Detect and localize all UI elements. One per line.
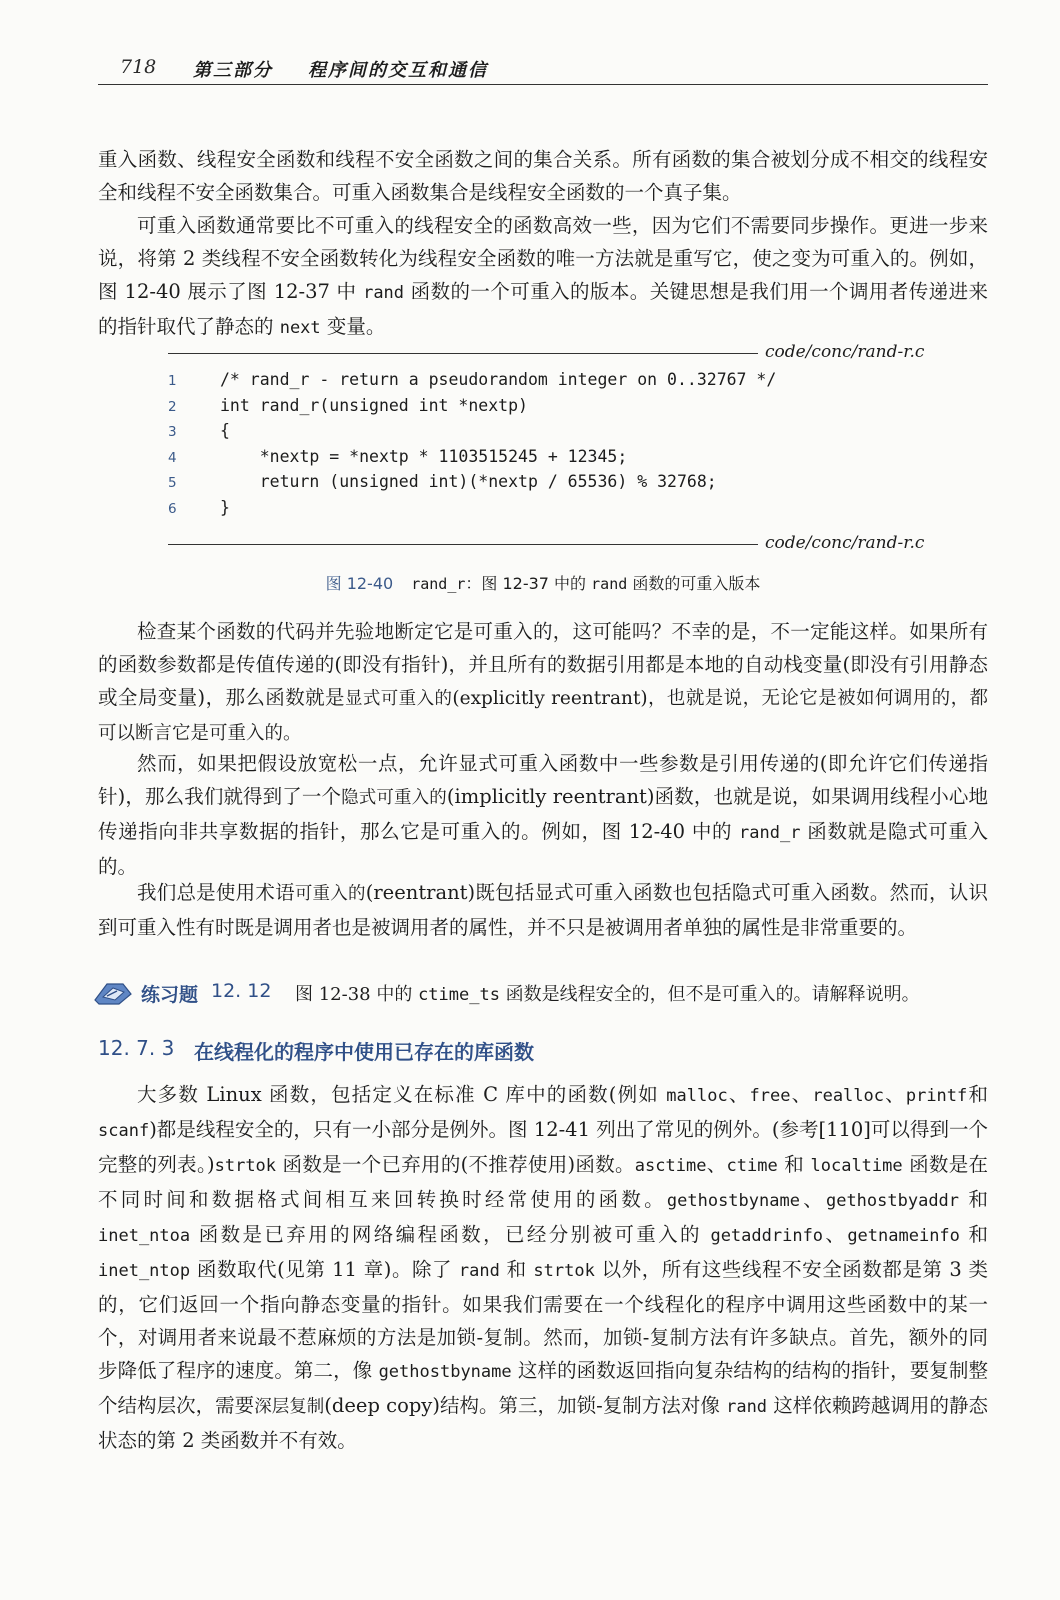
code-term: rand bbox=[591, 575, 628, 593]
code-term: ctime bbox=[726, 1156, 778, 1176]
text-run: (reentrant)既包括显式可重入函数也包括隐式可重入函数。然而，认识到可重入性有时既是调用者也是被调用者的属性，并不只是被调用者单独的属性是非常重要的。 bbox=[98, 881, 989, 939]
code-text: return (unsigned int)(*nextp / 65536) % 32768; bbox=[220, 472, 717, 491]
code-term: gethostbyname bbox=[666, 1191, 800, 1211]
text-run: 函数的一个可重入的版本。关键思想是我们用一个调用者传递进来的指针取代了静态的 bbox=[98, 280, 988, 338]
text-run: 函数的可重入版本 bbox=[627, 574, 761, 593]
code-filename-top: code/conc/rand-r.c bbox=[765, 342, 925, 362]
code-term: next bbox=[279, 318, 321, 338]
text-run: 函数是在不同时间和数据格式间相互来回转换时经常使用的函数。 bbox=[98, 1153, 988, 1211]
code-term: scanf bbox=[98, 1121, 150, 1141]
code-term: printf bbox=[905, 1086, 968, 1106]
emphasis-term: 显式可重入的 bbox=[344, 689, 453, 709]
line-number: 3 bbox=[168, 424, 177, 440]
text-run: 检查某个函数的代码并先验地断定它是可重入的，这可能吗？不幸的是，不一定能这样。如果所有的函数参数都是传值传递的(即没有指针)，并且所有的数据引用都是本地的自动栈变量(即没有引用静态或全局变量)，那么函数就是 bbox=[98, 620, 988, 709]
text-run: 、 bbox=[727, 1083, 750, 1106]
running-header bbox=[98, 54, 988, 84]
code-listing bbox=[168, 369, 868, 522]
code-term: gethostbyaddr bbox=[825, 1191, 960, 1211]
code-text: int rand_r(unsigned int *nextp) bbox=[220, 395, 528, 415]
text-run: 图 12-38 中的 bbox=[295, 984, 419, 1005]
code-term: localtime bbox=[810, 1156, 903, 1176]
text-run: 、 bbox=[706, 1153, 727, 1176]
page-number: 718 bbox=[120, 56, 157, 78]
chapter-title: 程序间的交互和通信 bbox=[308, 60, 488, 81]
code-term: ctime_ts bbox=[418, 985, 500, 1005]
code-term: gethostbyname bbox=[378, 1362, 512, 1382]
code-bottom-rule bbox=[168, 544, 758, 545]
text-run: 和 bbox=[499, 1258, 534, 1281]
code-term: strtok bbox=[533, 1261, 595, 1281]
code-term: rand_r bbox=[411, 575, 466, 593]
code-line bbox=[168, 446, 868, 472]
text-run: 这样依赖跨越调用的静态状态的第 2 类函数并不有效。 bbox=[98, 1394, 988, 1452]
line-number: 4 bbox=[168, 449, 177, 466]
code-term: free bbox=[749, 1086, 791, 1106]
text-run: 、 bbox=[823, 1223, 848, 1246]
paragraph-4 bbox=[98, 747, 988, 883]
code-filename-bottom: code/conc/rand-r.c bbox=[765, 533, 925, 553]
line-number: 2 bbox=[168, 398, 177, 415]
text-run: 和 bbox=[959, 1188, 988, 1211]
code-term: rand bbox=[363, 283, 405, 303]
section-title: 在线程化的程序中使用已存在的库函数 bbox=[194, 1040, 534, 1064]
text-run: )都是线程安全的，只有一小部分是例外。图 12-41 列出了常见的例外。(参考[110]可以得到一个完整的列表。) bbox=[98, 1118, 988, 1176]
code-line bbox=[168, 369, 868, 395]
text-run: (explicitly reentrant)，也就是说，无论它是被如何调用的，都可以断言它是可重入的。 bbox=[98, 688, 988, 744]
code-term: inet_ntop bbox=[98, 1261, 191, 1281]
practice-problem-icon bbox=[93, 980, 133, 1006]
text-run: 可重入函数通常要比不可重入的线程安全的函数高效一些，因为它们不需要同步操作。更进一步来说，将第 2 类线程不安全函数转化为线程安全函数的唯一方法就是重写它，使之变为可重入的。例如，图 12-40 展示了图 12-37 中 bbox=[98, 214, 988, 303]
text-run: 和 bbox=[959, 1223, 988, 1246]
line-number: 6 bbox=[168, 500, 177, 517]
code-term: rand_r bbox=[739, 823, 801, 843]
code-line bbox=[168, 471, 868, 497]
code-term: asctime bbox=[634, 1156, 707, 1176]
emphasis-term: 深层复制 bbox=[254, 1397, 325, 1417]
paragraph-2 bbox=[98, 209, 988, 345]
text-run: 函数取代(见第 11 章)。除了 bbox=[190, 1258, 459, 1281]
text-run: 、 bbox=[799, 1188, 826, 1211]
code-text: /* rand_r - return a pseudorandom integer on 0..32767 */ bbox=[220, 370, 777, 389]
code-text: *nextp = *nextp * 1103515245 + 12345; bbox=[220, 446, 628, 466]
text-run: 函数就是隐式可重入的。 bbox=[98, 820, 989, 878]
part-title: 第三部分 bbox=[193, 60, 273, 81]
exercise-number: 12. 12 bbox=[211, 980, 272, 1002]
text-run: 、 bbox=[790, 1083, 813, 1106]
text-run: ：图 12-37 中的 bbox=[465, 574, 592, 593]
code-text: { bbox=[220, 421, 230, 440]
code-term: rand bbox=[458, 1261, 500, 1281]
paragraph-5 bbox=[98, 876, 988, 944]
code-term: malloc bbox=[666, 1086, 728, 1106]
text-run: 函数是线程安全的，但不是可重入的。请解释说明。 bbox=[499, 984, 920, 1005]
paragraph-1: 重入函数、线程安全函数和线程不安全函数之间的集合关系。所有函数的集合被划分成不相交的线程安全和线程不安全函数集合。可重入函数集合是线程安全函数的一个真子集。 bbox=[98, 148, 988, 204]
code-line bbox=[168, 420, 868, 446]
emphasis-term: 可重入的 bbox=[294, 884, 366, 904]
section-number: 12. 7. 3 bbox=[98, 1036, 175, 1060]
text-run: 大多数 Linux 函数，包括定义在标准 C 库中的函数(例如 bbox=[137, 1083, 667, 1106]
paragraph-6 bbox=[98, 1078, 988, 1457]
code-line bbox=[168, 395, 868, 421]
figure-number: 图 12-40 bbox=[325, 574, 394, 593]
text-run: 、 bbox=[884, 1083, 906, 1106]
paragraph-3 bbox=[98, 615, 988, 750]
text-run: 变量。 bbox=[320, 315, 386, 338]
header-rule bbox=[98, 84, 988, 85]
code-term: inet_ntoa bbox=[98, 1226, 191, 1246]
code-top-rule bbox=[168, 353, 758, 354]
text-run: 和 bbox=[967, 1083, 988, 1106]
practice-problem bbox=[93, 978, 988, 1010]
exercise-label: 练习题 bbox=[141, 984, 199, 1006]
text-run: (implicitly reentrant)函数，也就是说，如果调用线程小心地传递指向非共享数据的指针，那么它是可重入的。例如，图 12-40 中的 bbox=[98, 785, 989, 843]
text-run: 函数是一个已弃用的(不推荐使用)函数。 bbox=[276, 1153, 635, 1176]
code-term: getnameinfo bbox=[847, 1226, 960, 1246]
text-run: 我们总是使用术语 bbox=[137, 881, 295, 904]
text-run: 以外，所有这些线程不安全函数都是第 3 类的，它们返回一个指向静态变量的指针。如果我们需要在一个线程化的程序中调用这些函数中的某一个，对调用者来说最不惹麻烦的方法是加锁-复制。然而，加锁-复制方法有许多缺点。首先，额外的同步降低了程序的速度。第二，像 bbox=[98, 1258, 988, 1382]
code-term: realloc bbox=[812, 1086, 884, 1106]
text-run: 和 bbox=[777, 1153, 811, 1176]
line-number: 5 bbox=[168, 475, 177, 491]
code-line bbox=[168, 497, 868, 523]
code-term: getaddrinfo bbox=[710, 1226, 824, 1246]
emphasis-term: 隐式可重入的 bbox=[341, 788, 447, 808]
line-number: 1 bbox=[168, 373, 177, 389]
exercise-text bbox=[295, 980, 920, 1006]
code-term: rand bbox=[726, 1397, 768, 1417]
code-term: strtok bbox=[214, 1156, 277, 1176]
text-run: 这样的函数返回指向复杂结构的结构的指针，要复制整个结构层次，需要 bbox=[98, 1359, 988, 1417]
figure-caption bbox=[98, 571, 988, 594]
text-run: 然而，如果把假设放宽松一点，允许显式可重入函数中一些参数是引用传递的(即允许它们传递指针)，那么我们就得到了一个 bbox=[98, 752, 988, 808]
code-text: } bbox=[220, 497, 230, 517]
text-run: (deep copy)结构。第三，加锁-复制方法对像 bbox=[324, 1394, 727, 1417]
text-run: 函数是已弃用的网络编程函数，已经分别被可重入的 bbox=[190, 1223, 711, 1246]
